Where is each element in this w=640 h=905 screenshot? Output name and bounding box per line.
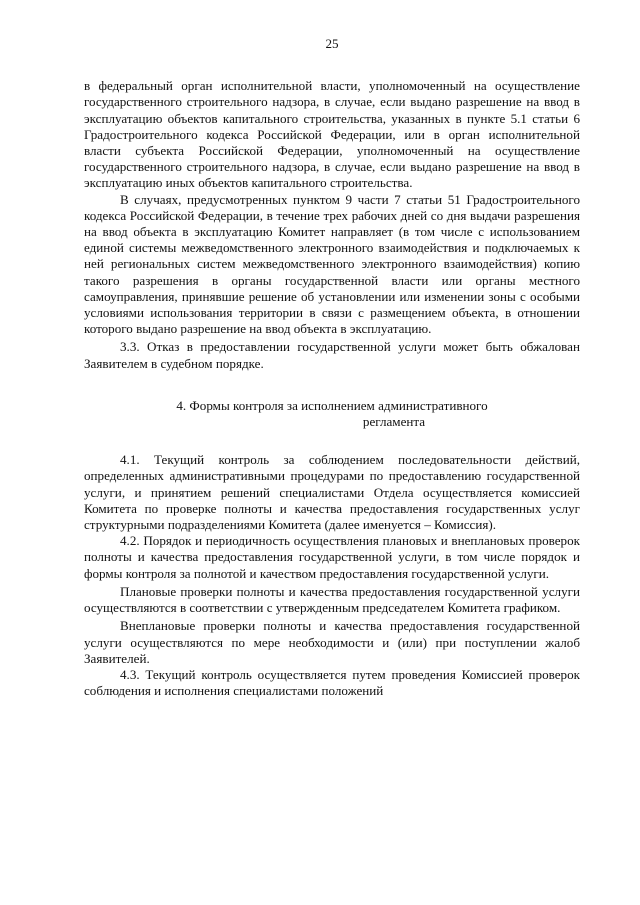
paragraph-planned-inspections: Плановые проверки полноты и качества предоставления государственной услуги осуществляются в соответствии с утвержденным председателем Комитета графиком. <box>84 583 580 616</box>
paragraph-recipient-authorities: в федеральный орган исполнительной власти, уполномоченный на осуществление государственного строительного надзора, в случае, если выдано разрешение на ввод в эксплуатацию объектов капитального строительства, указанных в пункте 5.1 статьи 6 Градостроительного кодекса Российской Федерации, или в орган исполнительной власти субъекта Российской Федерации, уполномоченный на осуществление государственного строительного надзора, в случае, если выдано разрешение на ввод в эксплуатацию иных объектов капитального строительства. <box>84 78 580 191</box>
paragraph-unplanned-inspections: Внеплановые проверки полноты и качества предоставления государственной услуги осуществляются по мере необходимости и (или) при поступлении жалоб Заявителей. <box>84 618 580 666</box>
paragraph-4-2-procedure: 4.2. Порядок и периодичность осуществления плановых и внеплановых проверок полноты и качества предоставления государственной услуги, в том числе порядок и формы контроля за полнотой и качеством предоставления государственной услуги. <box>84 533 580 581</box>
section-heading <box>84 398 580 430</box>
section-heading-line1: 4. Формы контроля за исполнением административного <box>176 397 488 413</box>
page-number: 25 <box>325 36 339 51</box>
paragraph-zone-notification: В случаях, предусмотренных пунктом 9 части 7 статьи 51 Градостроительного кодекса Российской Федерации, в течение трех рабочих дней со дня выдачи разрешения на ввод объекта в эксплуатацию Комитет направляет (в том числе с использованием единой системы межведомственного электронного взаимодействия и подключаемых к ней региональных систем межведомственного электронного взаимодействия) копию такого разрешения в органы государственной власти или органы местного самоуправления, принявшие решение об установлении или изменении зоны с особыми условиями использования территории в связи с размещением объекта, в отношении которого выдано разрешение на ввод объекта в эксплуатацию. <box>84 191 580 337</box>
paragraph-4-3-control-method: 4.3. Текущий контроль осуществляется путем проведения Комиссией проверок соблюдения и исполнения специалистами положений <box>84 666 580 699</box>
paragraph-3-3-appeal: 3.3. Отказ в предоставлении государственной услуги может быть обжалован Заявителем в судебном порядке. <box>84 339 580 371</box>
section-heading-line2: регламента <box>362 414 426 430</box>
paragraph-4-1-current-control: 4.1. Текущий контроль за соблюдением последовательности действий, определенных административными процедурами по предоставлению государственной услуги, и принятием решений специалистами Отдела осуществляется комиссией Комитета по проверке полноты и качества предоставления государственных услуг структурными подразделениями Комитета (далее именуется – Комиссия). <box>84 452 580 533</box>
